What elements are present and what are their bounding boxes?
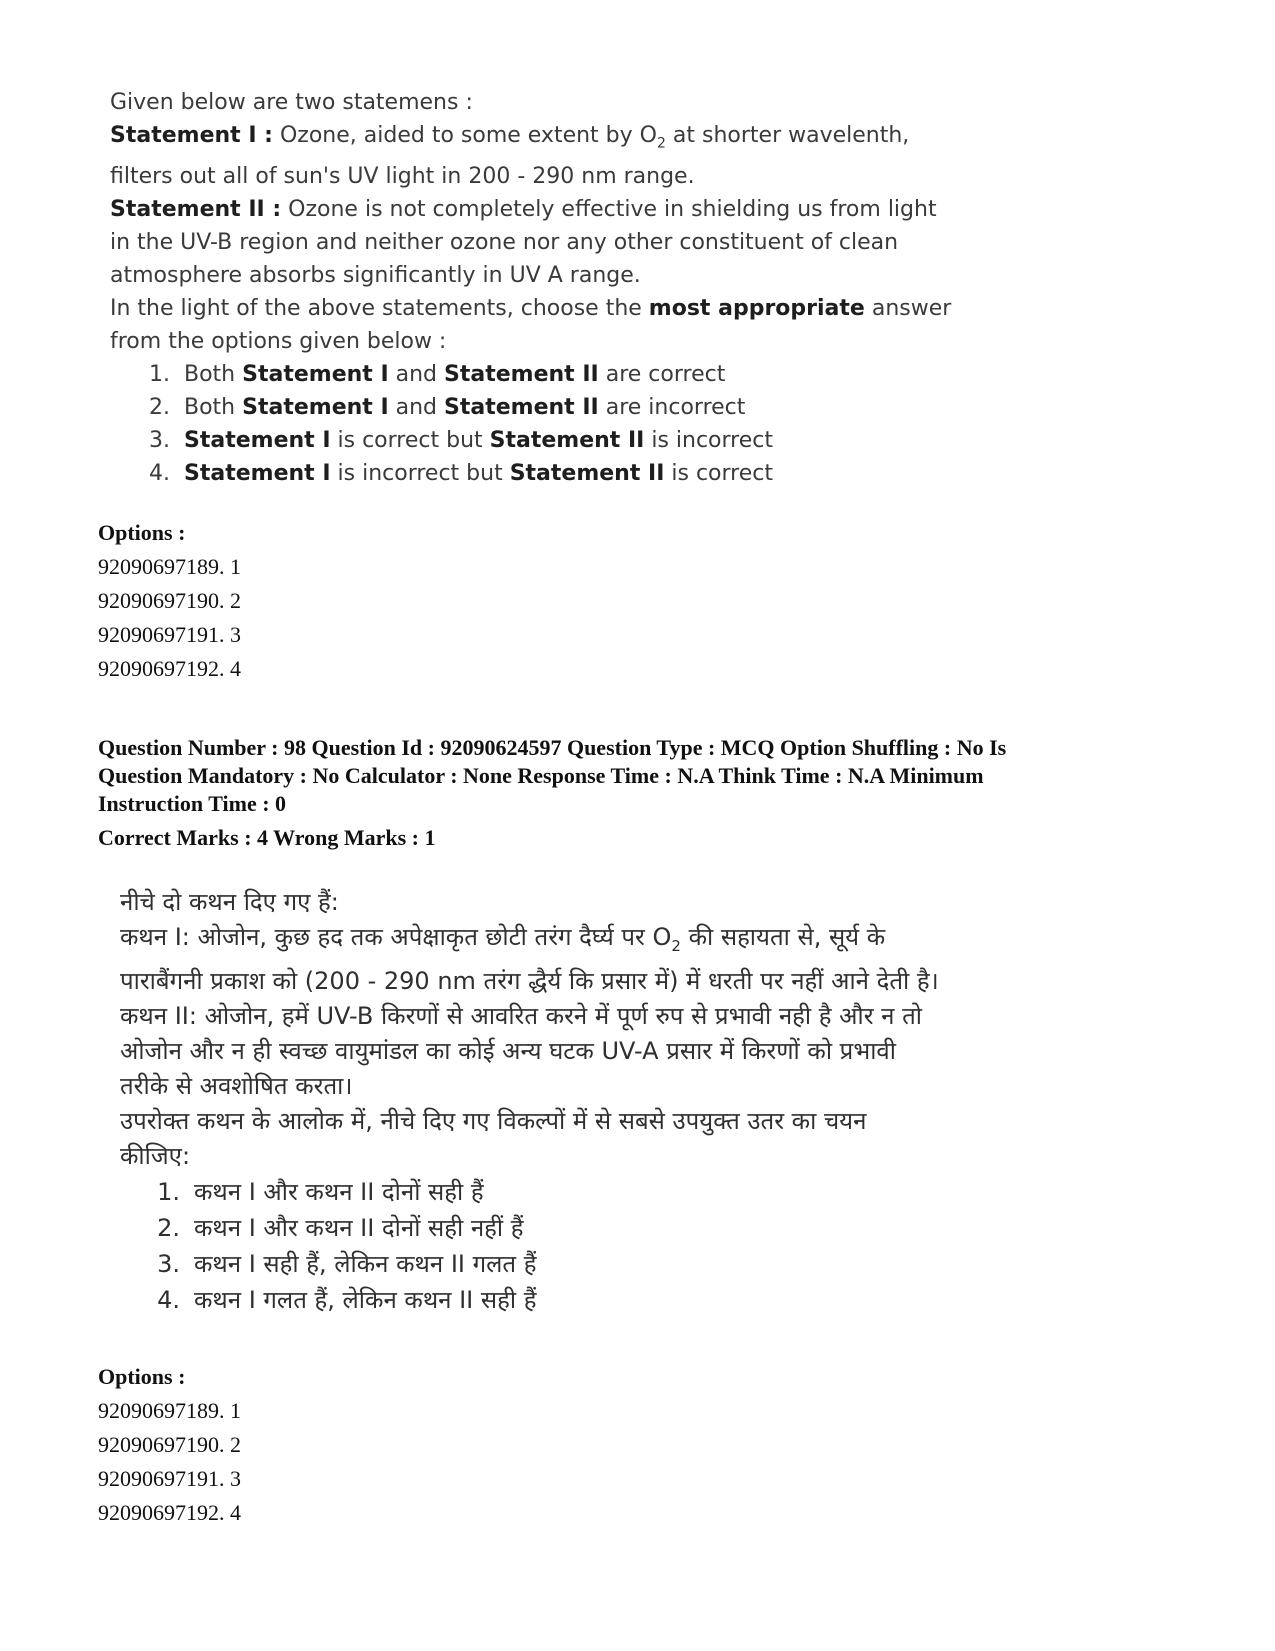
options-heading: Options :	[98, 520, 186, 545]
statement-1-label: Statement I :	[110, 123, 273, 148]
question-meta	[98, 734, 1198, 852]
oxygen-subscript: 2	[671, 936, 681, 955]
choice-item: 3. कथन I सही हैं, लेकिन कथन II गलत हैं	[157, 1249, 537, 1278]
choice-item: 2. कथन I और कथन II दोनों सही नहीं हैं	[157, 1213, 524, 1242]
instruction-line-2: from the options given below :	[110, 329, 447, 355]
choice-item: 2. Both Statement I and Statement II are incorrect	[149, 395, 746, 421]
choice-item: 1. कथन I और कथन II दोनों सही हैं	[157, 1177, 484, 1206]
option-row: 92090697190. 2	[98, 1432, 241, 1457]
oxygen-subscript: 2	[656, 135, 666, 152]
instruction-line-1	[110, 292, 1110, 325]
instruction-bold: most appropriate	[648, 296, 865, 322]
options-heading: Options :	[98, 1364, 186, 1389]
question-intro: Given below are two statemens :	[110, 90, 473, 115]
marks-line: Correct Marks : 4 Wrong Marks : 1	[98, 825, 436, 850]
instruction-pre: In the light of the above statements, choose the	[110, 296, 642, 322]
options-block-1	[98, 516, 241, 686]
statement-2-line-2: in the UV-B region and neither ozone nor any other constituent of clean	[110, 230, 899, 256]
meta-line-3: Instruction Time : 0	[98, 791, 287, 816]
statement-1-line-2: filters out all of sun's UV light in 200 - 290 nm range.	[110, 164, 695, 190]
english-question-block	[110, 86, 1110, 490]
choice-item: 3. Statement I is correct but Statement II is incorrect	[149, 428, 773, 454]
hindi-line-7: उपरोक्त कथन के आलोक में, नीचे दिए गए विकल्पों में से सबसे उपयुक्त उतर का चयन	[120, 1106, 867, 1135]
meta-line-1: Question Number : 98 Question Id : 92090624597 Question Type : MCQ Option Shuffling : No Is	[98, 735, 1007, 760]
statement-2-text: Ozone is not completely effective in shielding us from light	[288, 197, 937, 223]
statement-1-text-post: at shorter wavelenth,	[672, 123, 910, 148]
hindi-line-2: कथन I: ओजोन, कुछ हद तक अपेक्षाकृत छोटी तरंग दैर्घ्य पर $O_2$ की सहायता से, सूर्य के	[120, 923, 886, 955]
hindi-line-3: पाराबैंगनी प्रकाश को (200 - 290 nm तरंग द्धैर्य कि प्रसार में) में धरती पर नहीं आने देती है।	[120, 966, 939, 995]
choice-item: 1. Both Statement I and Statement II are correct	[149, 362, 726, 388]
hindi-line-6: तरीके से अवशोषित करता।	[120, 1071, 353, 1100]
english-choice-list	[144, 358, 1110, 490]
option-row: 92090697192. 4	[98, 656, 241, 681]
statement-2-line-1	[110, 193, 1110, 226]
option-row: 92090697189. 1	[98, 554, 241, 579]
hindi-line-8: कीजिए:	[120, 1141, 191, 1170]
hindi-question-block	[120, 885, 1120, 1318]
statement-2-line-3: atmosphere absorbs significantly in UV A range.	[110, 263, 641, 289]
option-row: 92090697191. 3	[98, 622, 241, 647]
options-block-2	[98, 1360, 241, 1530]
statement-1-line-1	[110, 119, 1110, 160]
meta-line-2: Question Mandatory : No Calculator : None Response Time : N.A Think Time : N.A Minimum	[98, 763, 984, 788]
statement-2-label: Statement II :	[110, 197, 282, 223]
statement-1-text-pre: Ozone, aided to some extent by O	[279, 123, 657, 148]
hindi-line-5: ओजोन और न ही स्वच्छ वायुमांडल का कोई अन्य घटक UV-A प्रसार में किरणों को प्रभावी	[120, 1036, 896, 1065]
instruction-post: answer	[871, 296, 952, 322]
choice-item: 4. Statement I is incorrect but Statement II is correct	[149, 461, 773, 487]
hindi-choice-list	[154, 1174, 1120, 1318]
option-row: 92090697189. 1	[98, 1398, 241, 1423]
option-row: 92090697191. 3	[98, 1466, 241, 1491]
option-row: 92090697190. 2	[98, 588, 241, 613]
choice-item: 4. कथन I गलत हैं, लेकिन कथन II सही हैं	[157, 1285, 537, 1314]
option-row: 92090697192. 4	[98, 1500, 241, 1525]
hindi-line-1: नीचे दो कथन दिए गए हैं:	[120, 888, 339, 916]
hindi-line-4: कथन II: ओजोन, हमें UV-B किरणों से आवरित करने में पूर्ण रुप से प्रभावी नही है और न तो	[120, 1001, 922, 1030]
